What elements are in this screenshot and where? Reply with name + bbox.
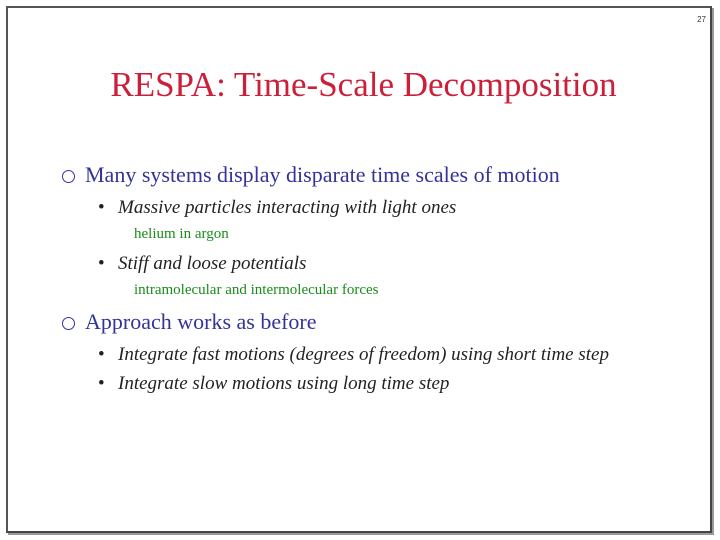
slide-title: RESPA: Time-Scale Decomposition	[110, 65, 617, 104]
dot-bullet-icon: •	[98, 344, 105, 365]
note-helium-in-argon: helium in argon	[134, 226, 229, 242]
sub-bullet-massive-particles	[98, 197, 456, 219]
dot-bullet-icon: •	[98, 197, 105, 218]
note-forces: intramolecular and intermolecular forces	[134, 282, 379, 298]
sub-bullet-text: Massive particles interacting with light ones	[118, 197, 457, 218]
sub-bullet-fast-motions	[98, 344, 609, 366]
slide-number: 27	[697, 15, 706, 24]
dot-bullet-icon: •	[98, 253, 105, 274]
sub-bullet-text: Integrate slow motions using long time step	[118, 373, 450, 394]
hollow-circle-bullet-icon	[62, 317, 75, 330]
bullet-many-systems	[62, 162, 560, 188]
hollow-circle-bullet-icon	[62, 170, 75, 183]
sub-bullet-text: Integrate fast motions (degrees of freedom) using short time step	[118, 344, 609, 365]
sub-bullet-slow-motions	[98, 373, 449, 395]
bullet-text: Approach works as before	[85, 309, 317, 334]
bullet-approach	[62, 309, 317, 335]
sub-bullet-text: Stiff and loose potentials	[118, 253, 307, 274]
dot-bullet-icon: •	[98, 373, 105, 394]
bullet-text: Many systems display disparate time scales of motion	[85, 162, 560, 187]
sub-bullet-stiff-loose	[98, 253, 306, 275]
